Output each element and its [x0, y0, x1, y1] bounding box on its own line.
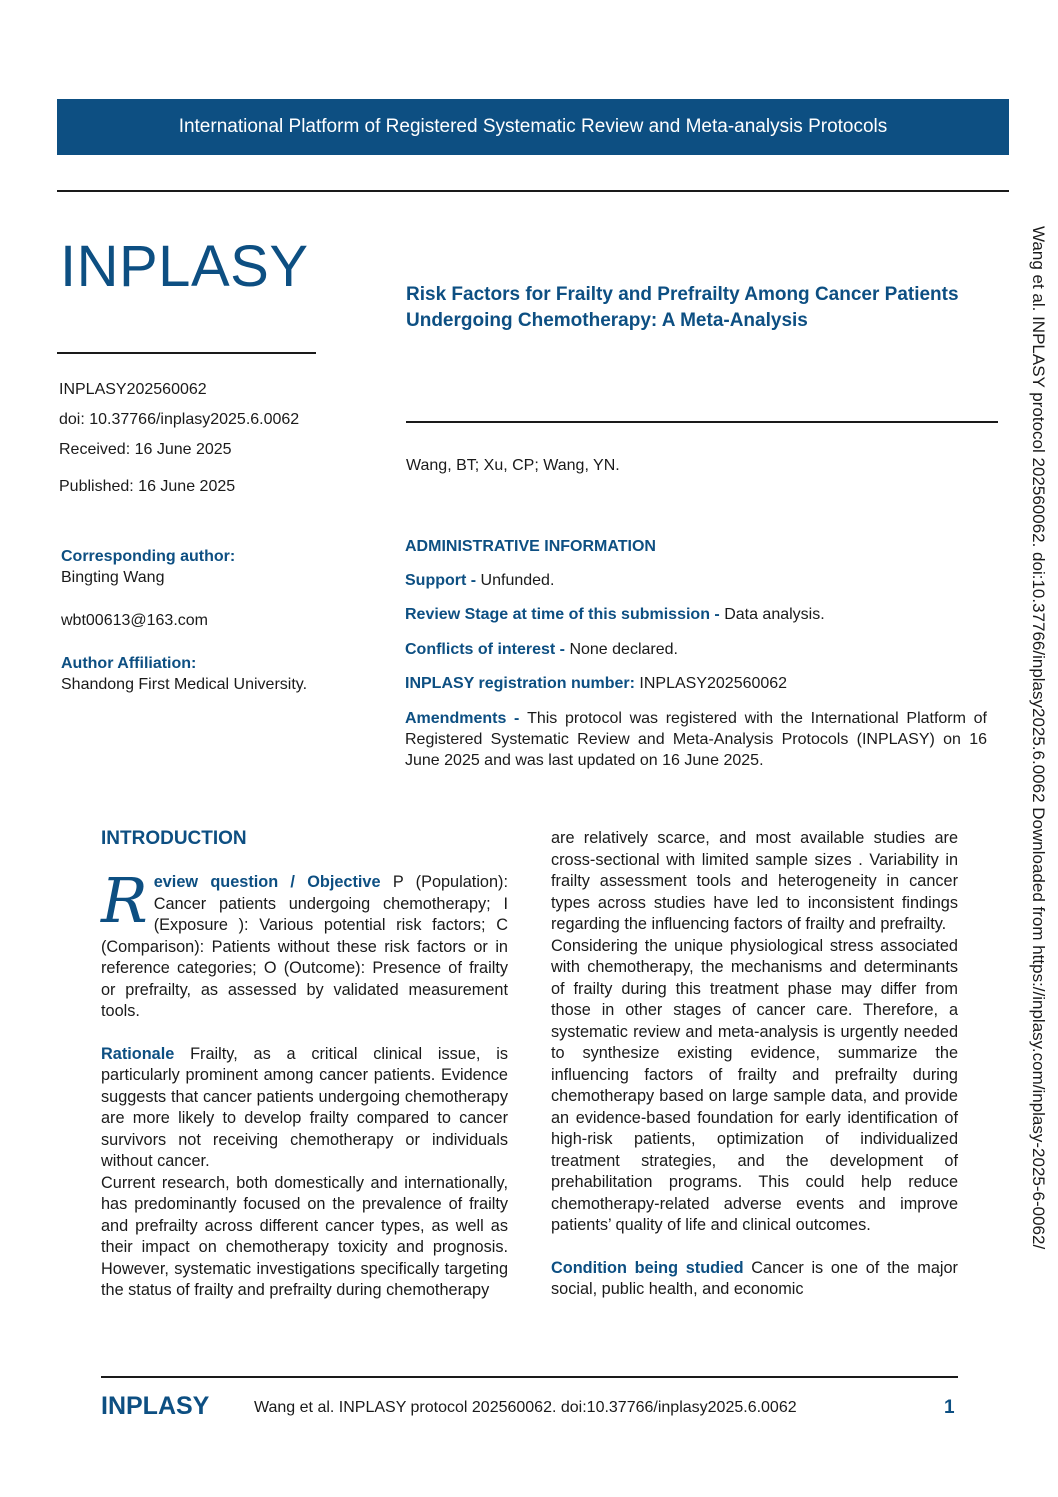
header-banner: International Platform of Registered Systematic Review and Meta-analysis Protocols — [57, 99, 1009, 155]
page-number: 1 — [944, 1397, 955, 1418]
admin-review-stage — [405, 605, 987, 626]
condition-label: Condition being studied — [551, 1258, 744, 1277]
admin-conflicts — [405, 640, 987, 661]
body-column-right — [551, 828, 958, 1301]
doi[interactable]: doi: 10.37766/inplasy2025.6.0062 — [59, 411, 300, 428]
review-stage-label: Review Stage at time of this submission - — [405, 606, 725, 623]
introduction-heading: INTRODUCTION — [101, 828, 247, 849]
review-stage-value: Data analysis. — [724, 606, 825, 623]
affiliation-label: Author Affiliation: — [61, 655, 197, 672]
footer-logo: INPLASY — [101, 1392, 210, 1420]
admin-registration-number — [405, 674, 987, 695]
drop-cap: R — [101, 864, 148, 937]
published-date: Published: 16 June 2025 — [59, 478, 236, 495]
conflicts-label: Conflicts of interest - — [405, 641, 570, 658]
vertical-citation-sidebar — [1024, 226, 1054, 1306]
footer-rule — [101, 1376, 958, 1378]
author-affiliation — [61, 654, 307, 696]
condition-paragraph — [551, 1258, 958, 1301]
current-research-paragraph: Current research, both domestically and internationally, has predominantly focused on the prevalence of frailty and prefrailty across different cancer types, as well as their impact on chemotherapy toxicity and prognosis. However, systematic investigations specifically targeting the status of frailty and prefrailty during chemotherapy — [101, 1173, 508, 1299]
received-date: Received: 16 June 2025 — [59, 441, 232, 458]
rationale-label: Rationale — [101, 1044, 175, 1063]
corresponding-author-name: Bingting Wang — [61, 568, 165, 586]
condition-text: Cancer is one of the major social, public health, and economic — [551, 1258, 958, 1298]
admin-heading — [405, 537, 987, 558]
footer-citation: Wang et al. INPLASY protocol 202560062. doi:10.37766/inplasy2025.6.0062 — [254, 1399, 797, 1416]
sidebar-citation-text: Wang et al. INPLASY protocol 202560062. doi:10.37766/inplasy2025.6.0062 Downloaded from https://inplasy.com/inplasy-2025-6-0062/ — [1029, 226, 1048, 1250]
logo-rule — [57, 352, 316, 354]
review-question-paragraph — [101, 864, 508, 1023]
support-value: Unfunded. — [480, 572, 555, 589]
rationale-text: Frailty, as a critical clinical issue, is particularly prominent among cancer patients. Evidence suggests that cancer patients undergoing chemotherapy are more likely to develop frailty compared to cancer survivors not receiving chemotherapy or individuals without cancer. — [101, 1044, 508, 1170]
corresponding-author-label: Corresponding author: — [61, 548, 236, 565]
registration-number-label: INPLASY registration number: — [405, 675, 640, 692]
header-rule — [57, 190, 1009, 192]
corresponding-email[interactable]: wbt00613@163.com — [61, 612, 208, 629]
support-label: Support - — [405, 572, 481, 589]
rationale-paragraph — [101, 1044, 508, 1173]
review-question-label: eview question / Objective — [153, 873, 381, 891]
registration-number-value: INPLASY202560062 — [639, 675, 788, 692]
body-column-left — [101, 864, 508, 1302]
review-question-text: P (Population): Cancer patients undergoing chemotherapy; I (Exposure ): Various potential risk factors; C (Comparison): Patients without these risk factors or in reference categories; O (Outcome): Presence of frailty or prefrailty, as assessed by validated measurement tools. — [101, 873, 508, 1020]
amendments-value: This protocol was registered with the International Platform of Registered Systematic Review and Meta-Analysis Protocols (INPLASY) on 16 June 2025 and was last updated on 16 June 2025. — [405, 710, 987, 769]
col2-paragraph-2: Considering the unique physiological stress associated with chemotherapy, the mechanisms and determinants of frailty during this treatment phase may differ from those in other stages of cancer care. Therefore, a systematic review and meta-analysis is urgently needed to synthesize existing evidence, summarize the influencing factors of frailty and prefrailty during chemotherapy based on large sample data, and provide an evidence-based foundation for early identification of high-risk patients, optimization of individualized treatment strategies, and the development of prehabilitation programs. This could help reduce chemotherapy-related adverse events and improve patients’ quality of life and clinical outcomes. — [551, 936, 958, 1234]
paper-title: Risk Factors for Frailty and Prefrailty Among Cancer Patients Undergoing Chemotherapy: A Meta-Analysis — [406, 284, 959, 332]
inplasy-logo: INPLASY — [60, 234, 309, 299]
admin-support — [405, 571, 987, 592]
title-rule — [406, 421, 998, 423]
registration-id: INPLASY202560062 — [59, 381, 207, 398]
col2-paragraph-1: are relatively scarce, and most available studies are cross-sectional with limited sample sizes . Variability in frailty assessment tools and heterogeneity in cancer types across studies have led to inconsistent findings regarding the influencing factors of frailty and prefrailty. — [551, 829, 958, 933]
affiliation-value: Shandong First Medical University. — [61, 675, 308, 693]
admin-heading-text: ADMINISTRATIVE INFORMATION — [405, 538, 656, 555]
conflicts-value: None declared. — [569, 641, 678, 658]
author-list: Wang, BT; Xu, CP; Wang, YN. — [406, 457, 620, 474]
admin-amendments — [405, 709, 987, 771]
corresponding-author — [61, 547, 235, 589]
amendments-label: Amendments - — [405, 710, 528, 727]
